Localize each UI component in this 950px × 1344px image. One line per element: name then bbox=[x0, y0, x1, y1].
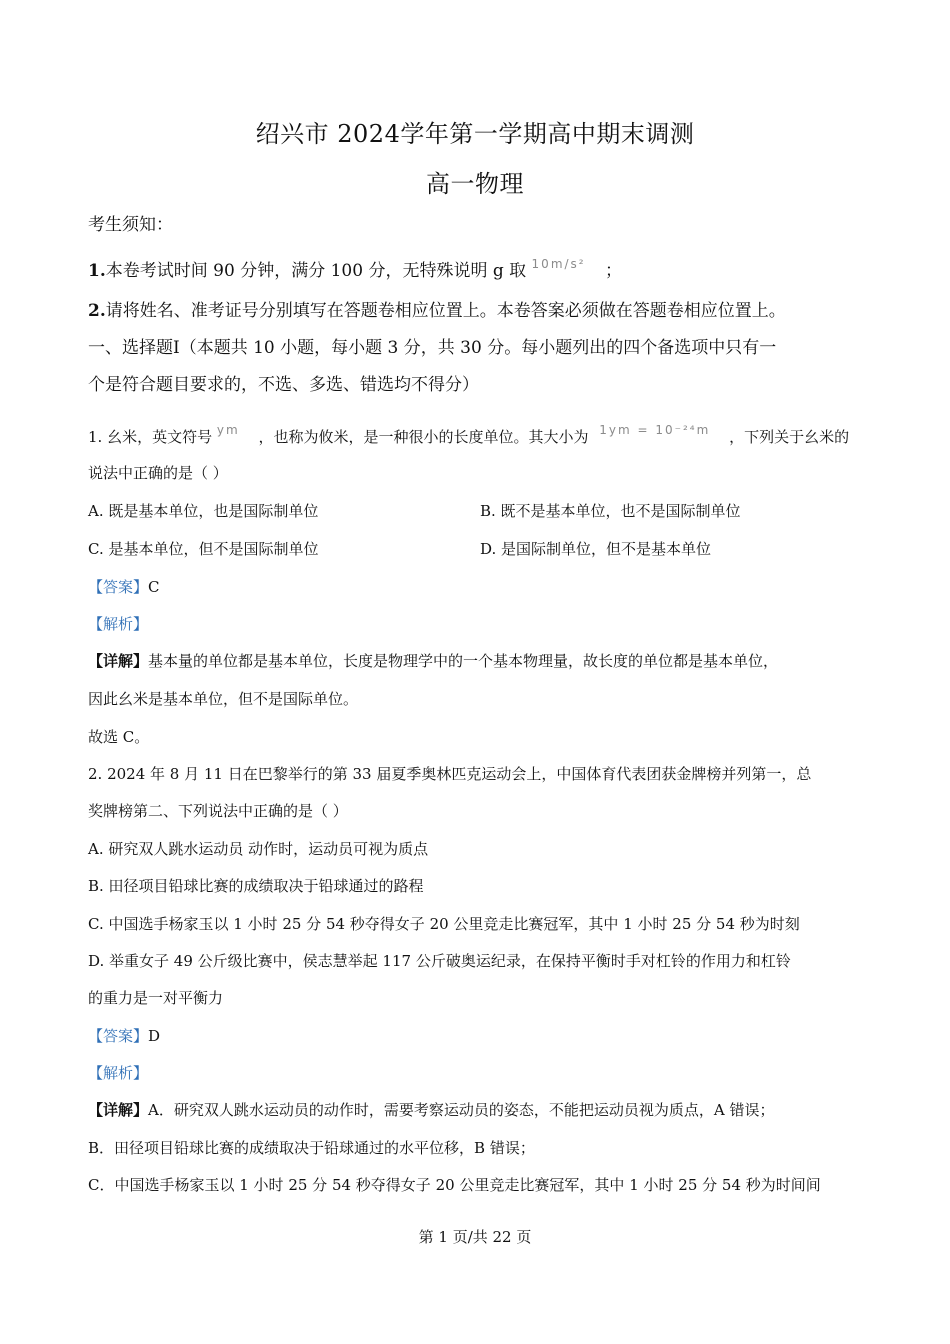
notice-item-1-text: 本卷考试时间 90 分钟，满分 100 分，无特殊说明 g 取 bbox=[105, 261, 527, 281]
q2-analysis-tag: 【解析】 bbox=[88, 1064, 149, 1082]
q1-option-c: C. 是基本单位，但不是国际制单位 bbox=[88, 540, 319, 558]
q2-detail-tag: 【详解】 bbox=[88, 1101, 149, 1119]
q1-answer-tag: 【答案】 bbox=[88, 578, 149, 596]
q2-answer bbox=[88, 1026, 160, 1046]
q1-option-b: B. 既不是基本单位，也不是国际制单位 bbox=[480, 502, 741, 520]
page-footer: 第 1 页/共 22 页 bbox=[418, 1228, 532, 1246]
q1-stem-b: ，也称为攸米，是一种很小的长度单位。其大小为 bbox=[258, 428, 589, 446]
q2-option-d-line1: D. 举重女子 49 公斤级比赛中，侯志慧举起 117 公斤破奥运纪录，在保持平衡时手对杠铃的作用力和杠铃 bbox=[88, 952, 791, 970]
q2-answer-tag: 【答案】 bbox=[88, 1027, 149, 1045]
q2-option-c: C. 中国选手杨家玉以 1 小时 25 分 54 秒夺得女子 20 公里竞走比赛冠军，其中 1 小时 25 分 54 秒为时刻 bbox=[88, 915, 800, 933]
notice-item-1-number: 1. bbox=[88, 261, 106, 281]
section-heading-line2: 个是符合题目要求的，不选、多选、错选均不得分） bbox=[88, 375, 479, 395]
q1-option-d: D. 是国际制单位，但不是基本单位 bbox=[480, 540, 712, 558]
exam-title: 绍兴市 2024学年第一学期高中期末调测 bbox=[255, 120, 695, 148]
gravity-formula: 10m/s² bbox=[531, 257, 586, 271]
q1-detail-line1 bbox=[88, 651, 778, 671]
q1-option-a: A. 既是基本单位，也是国际制单位 bbox=[88, 502, 319, 520]
q1-answer-value: C bbox=[148, 578, 160, 596]
q1-detail-tag: 【详解】 bbox=[88, 652, 149, 670]
q2-option-b: B. 田径项目铅球比赛的成绩取决于铅球通过的路程 bbox=[88, 877, 424, 895]
notice-item-2-text: 请将姓名、准考证号分别填写在答题卷相应位置上。本卷答案必须做在答题卷相应位置上。 bbox=[105, 301, 786, 321]
q1-detail-line2: 因此幺米是基本单位，但不是国际单位。 bbox=[88, 690, 359, 708]
q2-detail-a-text: A．研究双人跳水运动员的动作时，需要考察运动员的姿态，不能把运动员视为质点，A 错误； bbox=[148, 1101, 775, 1119]
notice-item-2 bbox=[88, 301, 786, 321]
q1-analysis-tag: 【解析】 bbox=[88, 615, 149, 633]
q1-detail-text1: 基本量的单位都是基本单位，长度是物理学中的一个基本物理量，故长度的单位都是基本单位， bbox=[148, 652, 779, 670]
q2-answer-value: D bbox=[148, 1027, 161, 1045]
q1-stem-line1 bbox=[88, 423, 850, 448]
q1-conclusion: 故选 C。 bbox=[88, 728, 150, 746]
section-heading-line1: 一、选择题Ⅰ（本题共 10 小题，每小题 3 分，共 30 分。每小题列出的四个备选项中只有一 bbox=[88, 338, 777, 358]
q1-symbol: ym bbox=[216, 423, 240, 437]
notice-item-2-number: 2. bbox=[88, 301, 106, 321]
q2-stem-line1: 2. 2024 年 8 月 11 日在巴黎举行的第 33 届夏季奥林匹克运动会上，中国体育代表团获金牌榜并列第一，总 bbox=[88, 765, 812, 783]
q2-option-a: A. 研究双人跳水运动员 动作时，运动员可视为质点 bbox=[88, 840, 429, 858]
q2-detail-a bbox=[88, 1100, 774, 1120]
q1-stem-a: 1. 幺米，英文符号 bbox=[88, 428, 213, 446]
q1-stem-line2: 说法中正确的是（ ） bbox=[88, 464, 228, 482]
q2-detail-b: B．田径项目铅球比赛的成绩取决于铅球通过的水平位移，B 错误； bbox=[88, 1139, 535, 1157]
q2-stem-line2: 奖牌榜第二、下列说法中正确的是（ ） bbox=[88, 802, 348, 820]
q2-option-d-line2: 的重力是一对平衡力 bbox=[88, 989, 224, 1007]
q1-stem-c: ，下列关于幺米的 bbox=[729, 428, 850, 446]
notice-heading: 考生须知： bbox=[88, 215, 173, 235]
notice-item-1 bbox=[88, 257, 623, 282]
notice-item-1-end: ； bbox=[605, 261, 623, 281]
q2-detail-c: C．中国选手杨家玉以 1 小时 25 分 54 秒夺得女子 20 公里竞走比赛冠军，其中 1 小时 25 分 54 秒为时间间 bbox=[88, 1176, 821, 1194]
q1-answer bbox=[88, 577, 160, 597]
exam-subtitle: 高一物理 bbox=[426, 170, 524, 198]
q1-formula: 1ym = 10⁻²⁴m bbox=[599, 423, 711, 437]
